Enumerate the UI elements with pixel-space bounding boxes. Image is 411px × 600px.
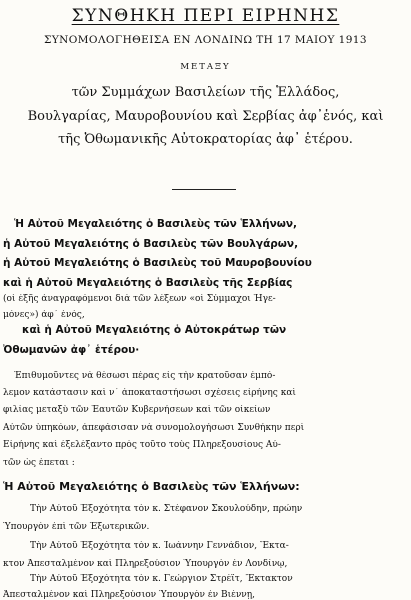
preamble-line: Αὐτῶν ὑπηκόων, ἀπεφάσισαν νὰ συνομολογήσωσι Συνθήκην περὶ xyxy=(3,423,305,433)
envoy-line: Τὴν Αὐτοῦ Ἐξοχότητα τὸν κ. Στέφανον Σκουλούδην, πρώην xyxy=(30,504,303,514)
ottoman-bold-line: Ὀθωμανῶν ἀφ᾽ ἑτέρου· xyxy=(3,344,140,356)
parties-line: Βουλγαρίας, Μαυροβουνίου καὶ Σερβίας ἀφ᾽ἑνός, καὶ xyxy=(27,109,384,124)
parties-line: τῆς Ὀθωμανικῆς Αὐτοκρατορίας ἀφ᾽ ἑτέρου. xyxy=(58,132,353,147)
preamble-line: Εἰρήνης καὶ ἐξελέξαντο πρὸς τοῦτο τοὺς Πληρεξουσίους Αὐ- xyxy=(3,440,281,450)
envoy-line: Ὑπουργὸν ἐπὶ τῶν Ἐξωτερικῶν. xyxy=(3,522,150,532)
allies-note-line: μόνες») ἀφ᾽ ἑνός, xyxy=(3,310,85,320)
preamble-line: Ἐπιθυμοῦντες νὰ θέσωσι πέρας εἰς τὴν κρατοῦσαν ἐμπό- xyxy=(14,371,276,381)
envoy-line: Τὴν Αὐτοῦ Ἐξοχότητα τὸν κ. Γεώργιον Στρέϊτ, Ἔκτακτον xyxy=(30,574,293,584)
allies-bold-line: ἡ Αὐτοῦ Μεγαλειότης ὁ Βασιλεὺς τῶν Βουλγάρων, xyxy=(3,238,299,250)
document-subtitle: ΣΥΝΟΜΟΛΟΓΗΘΕΙΣΑ ΕΝ ΛΟΝΔΙΝΩ ΤΗ 17 ΜΑΙΟΥ 1913 xyxy=(44,34,367,46)
section-divider xyxy=(172,189,236,190)
parties-line: τῶν Συμμάχων Βασιλείων τῆς Ἑλλάδος, xyxy=(71,85,340,100)
document-title: ΣΥΝΘΗΚΗ ΠΕΡΙ ΕΙΡΗΝΗΣ xyxy=(71,6,340,26)
allies-note-line: (οἱ ἐξῆς ἀναγραφόμενοι διὰ τῶν λέξεων «οἱ Σύμμαχοι Ἡγε- xyxy=(3,294,276,304)
envoy-line: Τὴν Αὐτοῦ Ἐξοχότητα τὸν κ. Ἰωάννην Γεννάδιον, Ἔκτα- xyxy=(30,541,289,551)
envoy-line: Ἀπεσταλμένον καὶ Πληρεξούσιον Ὑπουργὸν ἐν Βιέννῃ, xyxy=(3,590,256,600)
preamble-line: λεμον κατάστασιν καὶ ν᾽ ἀποκαταστήσωσι σχέσεις εἰρήνης καὶ xyxy=(3,388,296,398)
ottoman-bold-line: καὶ ἡ Αὐτοῦ Μεγαλειότης ὁ Αὐτοκράτωρ τῶν xyxy=(22,324,287,336)
allies-bold-line: καὶ ἡ Αὐτοῦ Μεγαλειότης ὁ Βασιλεὺς τῆς Σερβίας xyxy=(3,277,293,289)
preamble-line: φιλίας μεταξὺ τῶν Ἑαυτῶν Κυβερνήσεων καὶ τῶν οἰκείων xyxy=(3,405,271,415)
envoy-line: κτον Ἀπεσταλμένον καὶ Πληρεξούσιον Ὑπουργὸν ἐν Λονδίνῳ, xyxy=(3,559,288,569)
between-label: ΜΕΤΑΞΥ xyxy=(180,62,231,72)
preamble-line: τῶν ὡς ἑπεται : xyxy=(3,458,75,468)
allies-bold-line: Ἡ Αὐτοῦ Μεγαλειότης ὁ Βασιλεὺς τῶν Ἑλλήνων, xyxy=(14,218,298,230)
greek-king-heading: Ἡ Αὐτοῦ Μεγαλειότης ὁ Βασιλεὺς τῶν Ἑλλήνων: xyxy=(3,480,300,493)
allies-bold-line: ἡ Αὐτοῦ Μεγαλειότης ὁ Βασιλεὺς τοῦ Μαυροβουνίου xyxy=(3,257,312,269)
